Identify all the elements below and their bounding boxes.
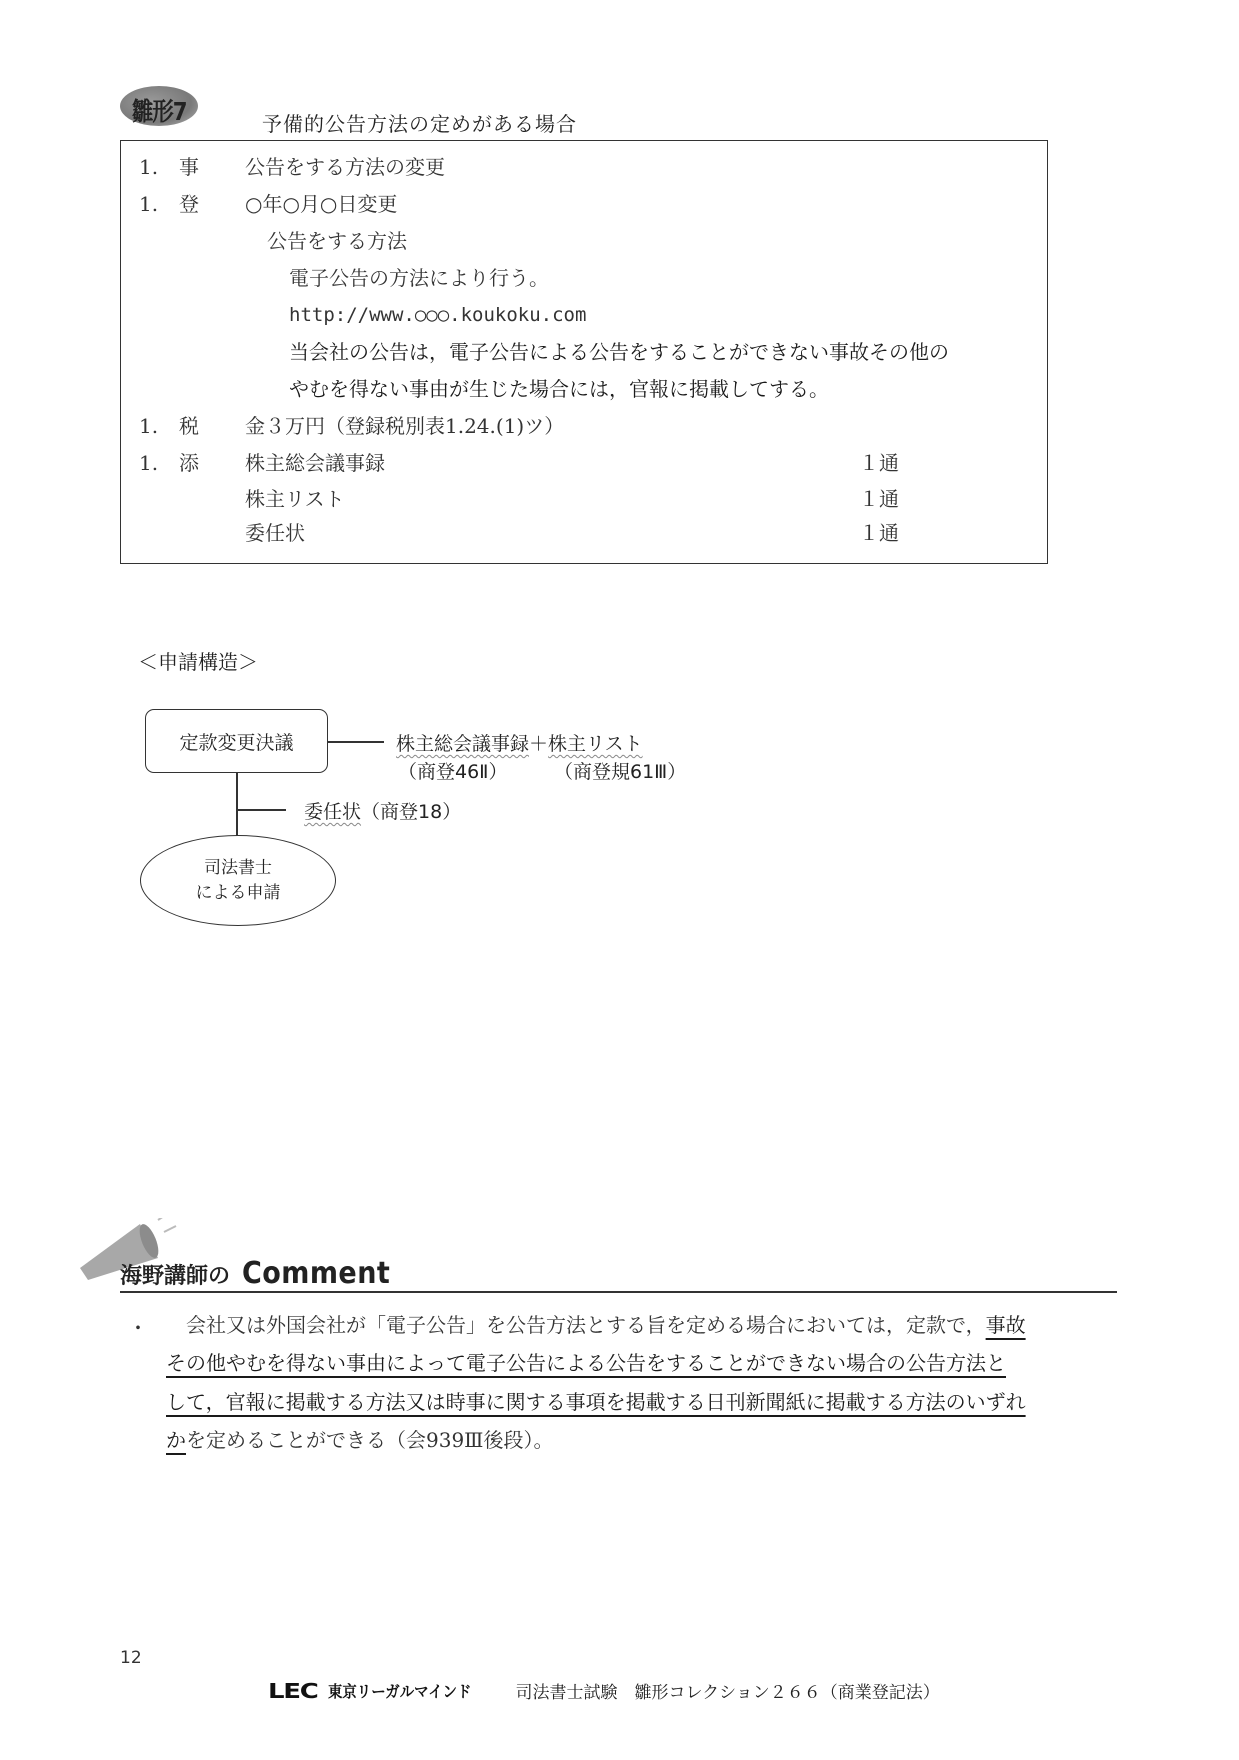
- attachment-count: １通: [859, 487, 899, 511]
- item-number: 1.: [139, 414, 159, 438]
- item-number: 1.: [139, 451, 159, 475]
- backup-method-line1: 当会社の公告は，電子公告による公告をすることができない事故その他の: [289, 340, 949, 364]
- comment-heading-en: Comment: [242, 1256, 391, 1291]
- primary-documents: [396, 729, 643, 756]
- comment-emphasis: か: [166, 1428, 186, 1452]
- resolution-node: [145, 709, 328, 773]
- registration-tax: 金３万円（登録税別表1.24.(1)ツ）: [245, 414, 565, 438]
- badge-label: 雛形7: [132, 97, 187, 126]
- attachment-name: 株主リスト: [245, 487, 345, 511]
- comment-emphasis: 事故: [985, 1313, 1026, 1337]
- item-category-matter: 事: [179, 155, 199, 179]
- matter-content: 公告をする方法の変更: [245, 155, 445, 179]
- doc-shareholder-list: 株主リスト: [548, 733, 643, 755]
- item-number: 1.: [139, 155, 159, 179]
- connector-line: [328, 741, 384, 743]
- page-number: 12: [120, 1648, 142, 1668]
- doc-minutes: 株主総会議事録: [396, 733, 530, 755]
- registration-form-box: [120, 140, 1048, 564]
- comment-text: を定めることができる（会939Ⅲ後段）。: [186, 1428, 554, 1452]
- applicant-line1: 司法書士: [204, 857, 272, 878]
- form-number-badge: [120, 86, 206, 126]
- item-category-registration: 登: [179, 192, 199, 216]
- lec-logo: LEC: [268, 1678, 318, 1703]
- connector-line: [236, 773, 238, 836]
- registration-heading: 公告をする方法: [267, 229, 407, 253]
- comment-heading-jp: 海野講師の: [120, 1264, 231, 1289]
- attachment-name: 委任状: [245, 521, 305, 545]
- doc-shareholder-list-ref: （商登規61Ⅲ）: [554, 761, 687, 783]
- comment-line: [166, 1312, 1118, 1338]
- attachment-name: 株主総会議事録: [245, 451, 385, 475]
- comment-text: 会社又は外国会社が「電子公告」を公告方法とする旨を定める場合においては，定款で，: [166, 1313, 986, 1337]
- plus-sign: ＋: [529, 733, 549, 755]
- book-title: 司法書士試験 雛形コレクション２６６（商業登記法）: [515, 1683, 940, 1703]
- comment-line: [166, 1350, 1118, 1376]
- applicant-node: [140, 835, 336, 926]
- diagram-title: ＜申請構造＞: [138, 650, 258, 674]
- item-number: 1.: [139, 192, 159, 216]
- connector-line: [236, 809, 286, 811]
- comment-line: [166, 1389, 1118, 1415]
- comment-heading: [120, 1256, 407, 1291]
- comment-line: [166, 1427, 1118, 1453]
- item-category-tax: 税: [179, 414, 199, 438]
- secondary-documents: [304, 797, 461, 824]
- announcement-url: http://www.○○○.koukoku.com: [289, 304, 587, 326]
- registration-date: ○年○月○日変更: [245, 192, 398, 216]
- bullet-icon: ・: [128, 1316, 148, 1340]
- comment-divider: [120, 1291, 1117, 1293]
- attachment-count: １通: [859, 521, 899, 545]
- resolution-node-label: 定款変更決議: [179, 731, 294, 754]
- doc-power-of-attorney: 委任状: [304, 801, 362, 823]
- registration-method: 電子公告の方法により行う。: [289, 266, 549, 290]
- backup-method-line2: やむを得ない事由が生じた場合には，官報に掲載してする。: [289, 377, 829, 401]
- doc-power-of-attorney-ref: （商登18）: [361, 801, 462, 823]
- form-title: 予備的公告方法の定めがある場合: [262, 112, 577, 136]
- comment-emphasis: その他やむを得ない事由によって電子公告による公告をすることができない場合の公告方法と: [166, 1351, 1006, 1375]
- footer: [268, 1678, 940, 1703]
- attachment-count: １通: [859, 451, 899, 475]
- publisher-name: 東京リーガルマインド: [328, 1682, 472, 1701]
- item-category-attachments: 添: [179, 451, 199, 475]
- doc-minutes-ref: （商登46Ⅱ）: [398, 761, 508, 783]
- applicant-line2: による申請: [195, 882, 281, 903]
- comment-emphasis: して，官報に掲載する方法又は時事に関する事項を掲載する日刊新聞紙に掲載する方法のいずれ: [166, 1390, 1026, 1414]
